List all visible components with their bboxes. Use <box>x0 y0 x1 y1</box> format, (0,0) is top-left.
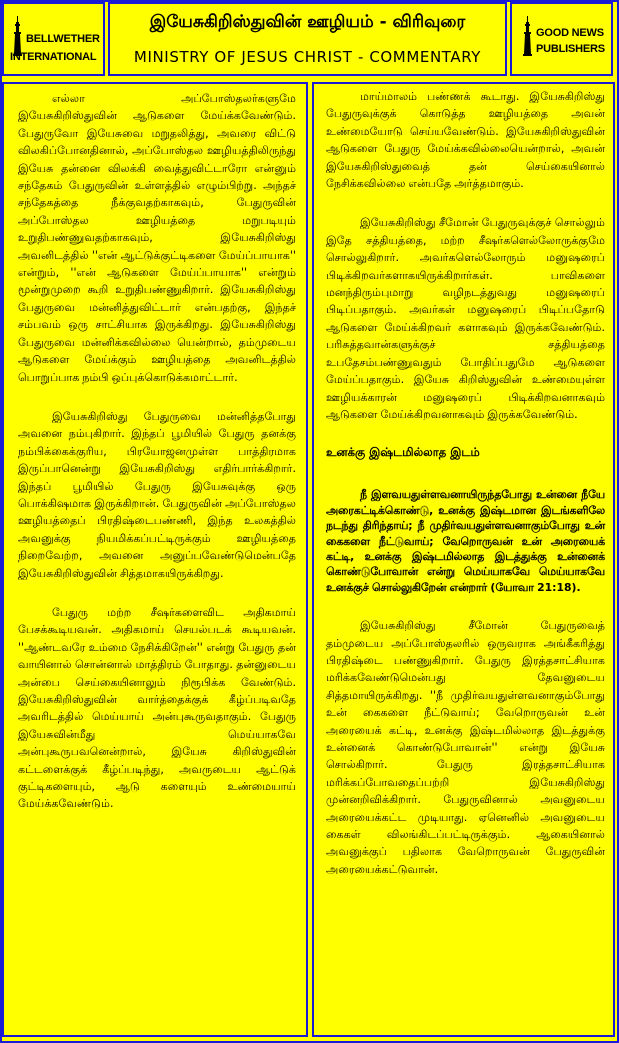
page-header <box>0 0 615 78</box>
right-paragraph-3: இயேசுகிறிஸ்து சீமோன் பேதுருவைத் தம்முடைய அப்போஸ்தலரில் ஒருவராக அங்கீகரித்து பிரதிஷ்டை பண்ணுகிறார். பேதுரு இரத்தசாட்சியாக மரிக்கவேண்டுமென்பது தேவனுடைய சித்தமாயிருக்கிறது. ''நீ முதிர்வயதுள்ளவனாகும்போது உன் கைகளை நீட்டுவாய்; வேறொருவன் உன் அரையைக் கட்டி, உனக்கு இஷ்டமில்லாத இடத்துக்கு உன்னைக் கொண்டுபோவான்'' என்று இயேசு சொல்கிறார். பேதுரு இரத்தசாட்சியாக மரிக்கப்போவதைப்பற்றி இயேசுகிறிஸ்து முன்னறிவிக்கிறார். பேதுருவினால் அவனுடைய அரையைக்கட்ட முடியாது. ஏனெனில் அவனுடைய கைகள் விலங்கிடப்பட்டிருக்கும். ஆகையினால் அவனுக்குப் பதிலாக வேறொருவன் பேதுருவின் அரையைக்கட்டுவான். <box>326 619 605 876</box>
left-column <box>2 82 308 1037</box>
right-paragraph-1: மாய்மாலம் பண்ணக் கூடாது. இயேசுகிறிஸ்து பேதுருவுக்குக் கொடுத்த ஊழியத்தை அவன் உண்மையோடு செய்யவேண்டும். இயேசுகிறிஸ்துவின் ஆடுகளை பேதுரு மேய்க்கவில்லையென்றால், அவன் இயேசுகிறிஸ்துவைத் தன் செய்கையினால் நேசிக்கவில்லை என்பதே அர்த்தமாகும். <box>326 90 605 191</box>
right-column <box>312 82 615 1037</box>
logo-left-line2: INTERNATIONAL <box>10 51 97 63</box>
tower-icon <box>518 12 610 70</box>
left-paragraph-3: பேதுரு மற்ற சீஷர்களைவிட அதிகமாய் பேசக்கூடியவன். அதிகமாய் செயல்படக் கூடியவன். ''ஆண்டவரே உம்மை நேசிக்கிறேன்'' என்று பேதுரு தன் வாயினால் சொன்னால் மாத்திரம் போதாது. தன்னுடைய அன்பை செய்கையினாலும் நிரூபிக்க வேண்டும். இயேசுகிறிஸ்துவின் வார்த்தைக்குக் கீழ்ப்படிவதே அவரிடத்தில் மெய்யாய் அன்புகூருவதாகும். பேதுரு இயேசுவின்மீது மெய்யாகவே அன்புகூருபவனென்றால், இயேசு கிறிஸ்துவின் கட்டளைக்குக் கீழ்ப்படிந்து, அவருடைய ஆட்டுக் குட்டிகளையும், ஆடு களையும் உண்மையாய் மேய்க்கவேண்டும். <box>18 605 296 811</box>
logo-right-line2: PUBLISHERS <box>536 43 605 55</box>
bellwether-logo[interactable] <box>2 2 105 76</box>
good-news-logo[interactable] <box>510 2 613 76</box>
logo-left-line1: BELLWETHER <box>26 33 100 45</box>
logo-right-line1: GOOD NEWS <box>536 27 604 39</box>
right-paragraph-2: இயேசுகிறிஸ்து சீமோன் பேதுருவுக்குச் சொல்லும் இதே சத்தியத்தை, மற்ற சீஷர்களெல்லோருக்குமே சொல்லுகிறார். அவர்களெல்லோரும் மனுஷரைப் பிடிக்கிறவர்களாகயிருக்கிறார்கள். பாவிகளை மனந்திரும்புமாறு வழிநடத்துவது மனுஷரைப் பிடிப்பதாகும். அவர்கள் மனுஷரைப் பிடிப்பதோடு ஆடுகளை மேய்க்கிறவர் களாகவும் இருக்கவேண்டும். பரிசுத்தவான்களுக்குச் சத்தியத்தை உபதேசம்பண்ணுவதும் போதிப்பதுமே ஆடுகளை மேய்ப்பதாகும். இயேசு கிறிஸ்துவின் உண்மையுள்ள ஊழியக்காரன் மனுஷரைப் பிடிக்கிறவனாகவும் ஆடுகளை மேய்க்கிறவனாகவும் இருக்கவேண்டும். <box>326 216 605 421</box>
section-heading: உனக்கு இஷ்டமில்லாத இடம் <box>326 445 480 460</box>
scripture-quote: நீ இளவயதுள்ளவனாயிருந்தபோது உன்னை நீயே அரைகட்டிக்கொண்டு, உனக்கு இஷ்டமான இடங்களிலே நடந்து திரிந்தாய்; நீ முதிர்வயதுள்ளவனாகும்போது உன் கைகளை நீட்டுவாய்; வேறொருவன் உன் அரையைக் கட்டி, உனக்கு இஷ்டமில்லாத இடத்துக்கு உன்னைக் கொண்டுபோவான் என்று மெய்யாகவே மெய்யாகவே உனக்குச் சொல்லுகிறேன் என்றார் (யோவா 21:18). <box>326 488 605 594</box>
left-paragraph-1: எல்லா அப்போஸ்தலர்களுமே இயேசுகிறிஸ்துவின் ஆடுகளை மேய்க்கவேண்டும். பேதுருவோ இயேசுவை மறுதலித்து, அவரை விட்டு விலகிப்போனதினால், அப்போஸ்தல ஊழியத்திலிருந்து இயேசு தன்னை விலக்கி வைத்துவிட்டாரோ என்னும் சந்தேகம் பேதுருவின் உள்ளத்தில் எழும்பிற்று. அந்தச் சந்தேகத்தை நீக்குவதற்காகவும், பேதுருவின் அப்போஸ்தல ஊழியத்தை மறுபடியும் உறுதிபண்ணுவதற்காகவும், இயேசுகிறிஸ்து அவனிடத்தில் ''என் ஆட்டுக்குட்டிகளை மேய்ப்பாயாக'' என்றும், ''என் ஆடுகளை மேய்ப்பாயாக'' என்றும் மூன்றுமுறை கூறி உறுதிபண்ணுகிறார். இயேசுகிறிஸ்து பேதுருவை மன்னித்துவிட்டார் என்பதற்கு, இந்தச் சம்பவம் ஒரு சாட்சியாக இருக்கிறது. இயேசுகிறிஸ்து பேதுருவை மன்னிக்கவில்லை யென்றால், தம்முடைய ஆடுகளை மேய்க்கும் ஊழியத்தை அவனிடத்தில் பொறுப்பாக நம்பி ஒப்புக்கொடுக்கமாட்டார். <box>18 92 296 384</box>
title-english: MINISTRY OF JESUS CHRIST - COMMENTARY <box>133 48 482 66</box>
title-tamil: இயேசுகிறிஸ்துவின் ஊழியம் - விரிவுரை <box>149 12 466 32</box>
left-paragraph-2: இயேசுகிறிஸ்து பேதுருவை மன்னித்தபோது அவனை நம்புகிறார். இந்தப் பூமியில் பேதுரு தனக்கு நம்பிக்கைக்குரிய, பிரயோஜனமுள்ள பாத்திரமாக இருப்பானென்று இயேசுகிறிஸ்து எதிர்பார்க்கிறார். இந்தப் பூமியில் பேதுரு இயேசுவுக்கு ஒரு பொக்கிஷமாக இருக்கிறான். பேதுருவின் அப்போஸ்தல ஊழியத்தைப் பிரதிஷ்டைபண்ணி, இந்த உலகத்தில் அவனுக்கு நியமிக்கப்பட்டிருக்கும் ஊழியத்தை நிறைவேற்ற, அவனை அனுப்பவேண்டுமென்பதே இயேசுகிறிஸ்துவின் சித்தமாகயிருக்கிறது. <box>18 409 296 580</box>
title-block <box>108 2 507 76</box>
